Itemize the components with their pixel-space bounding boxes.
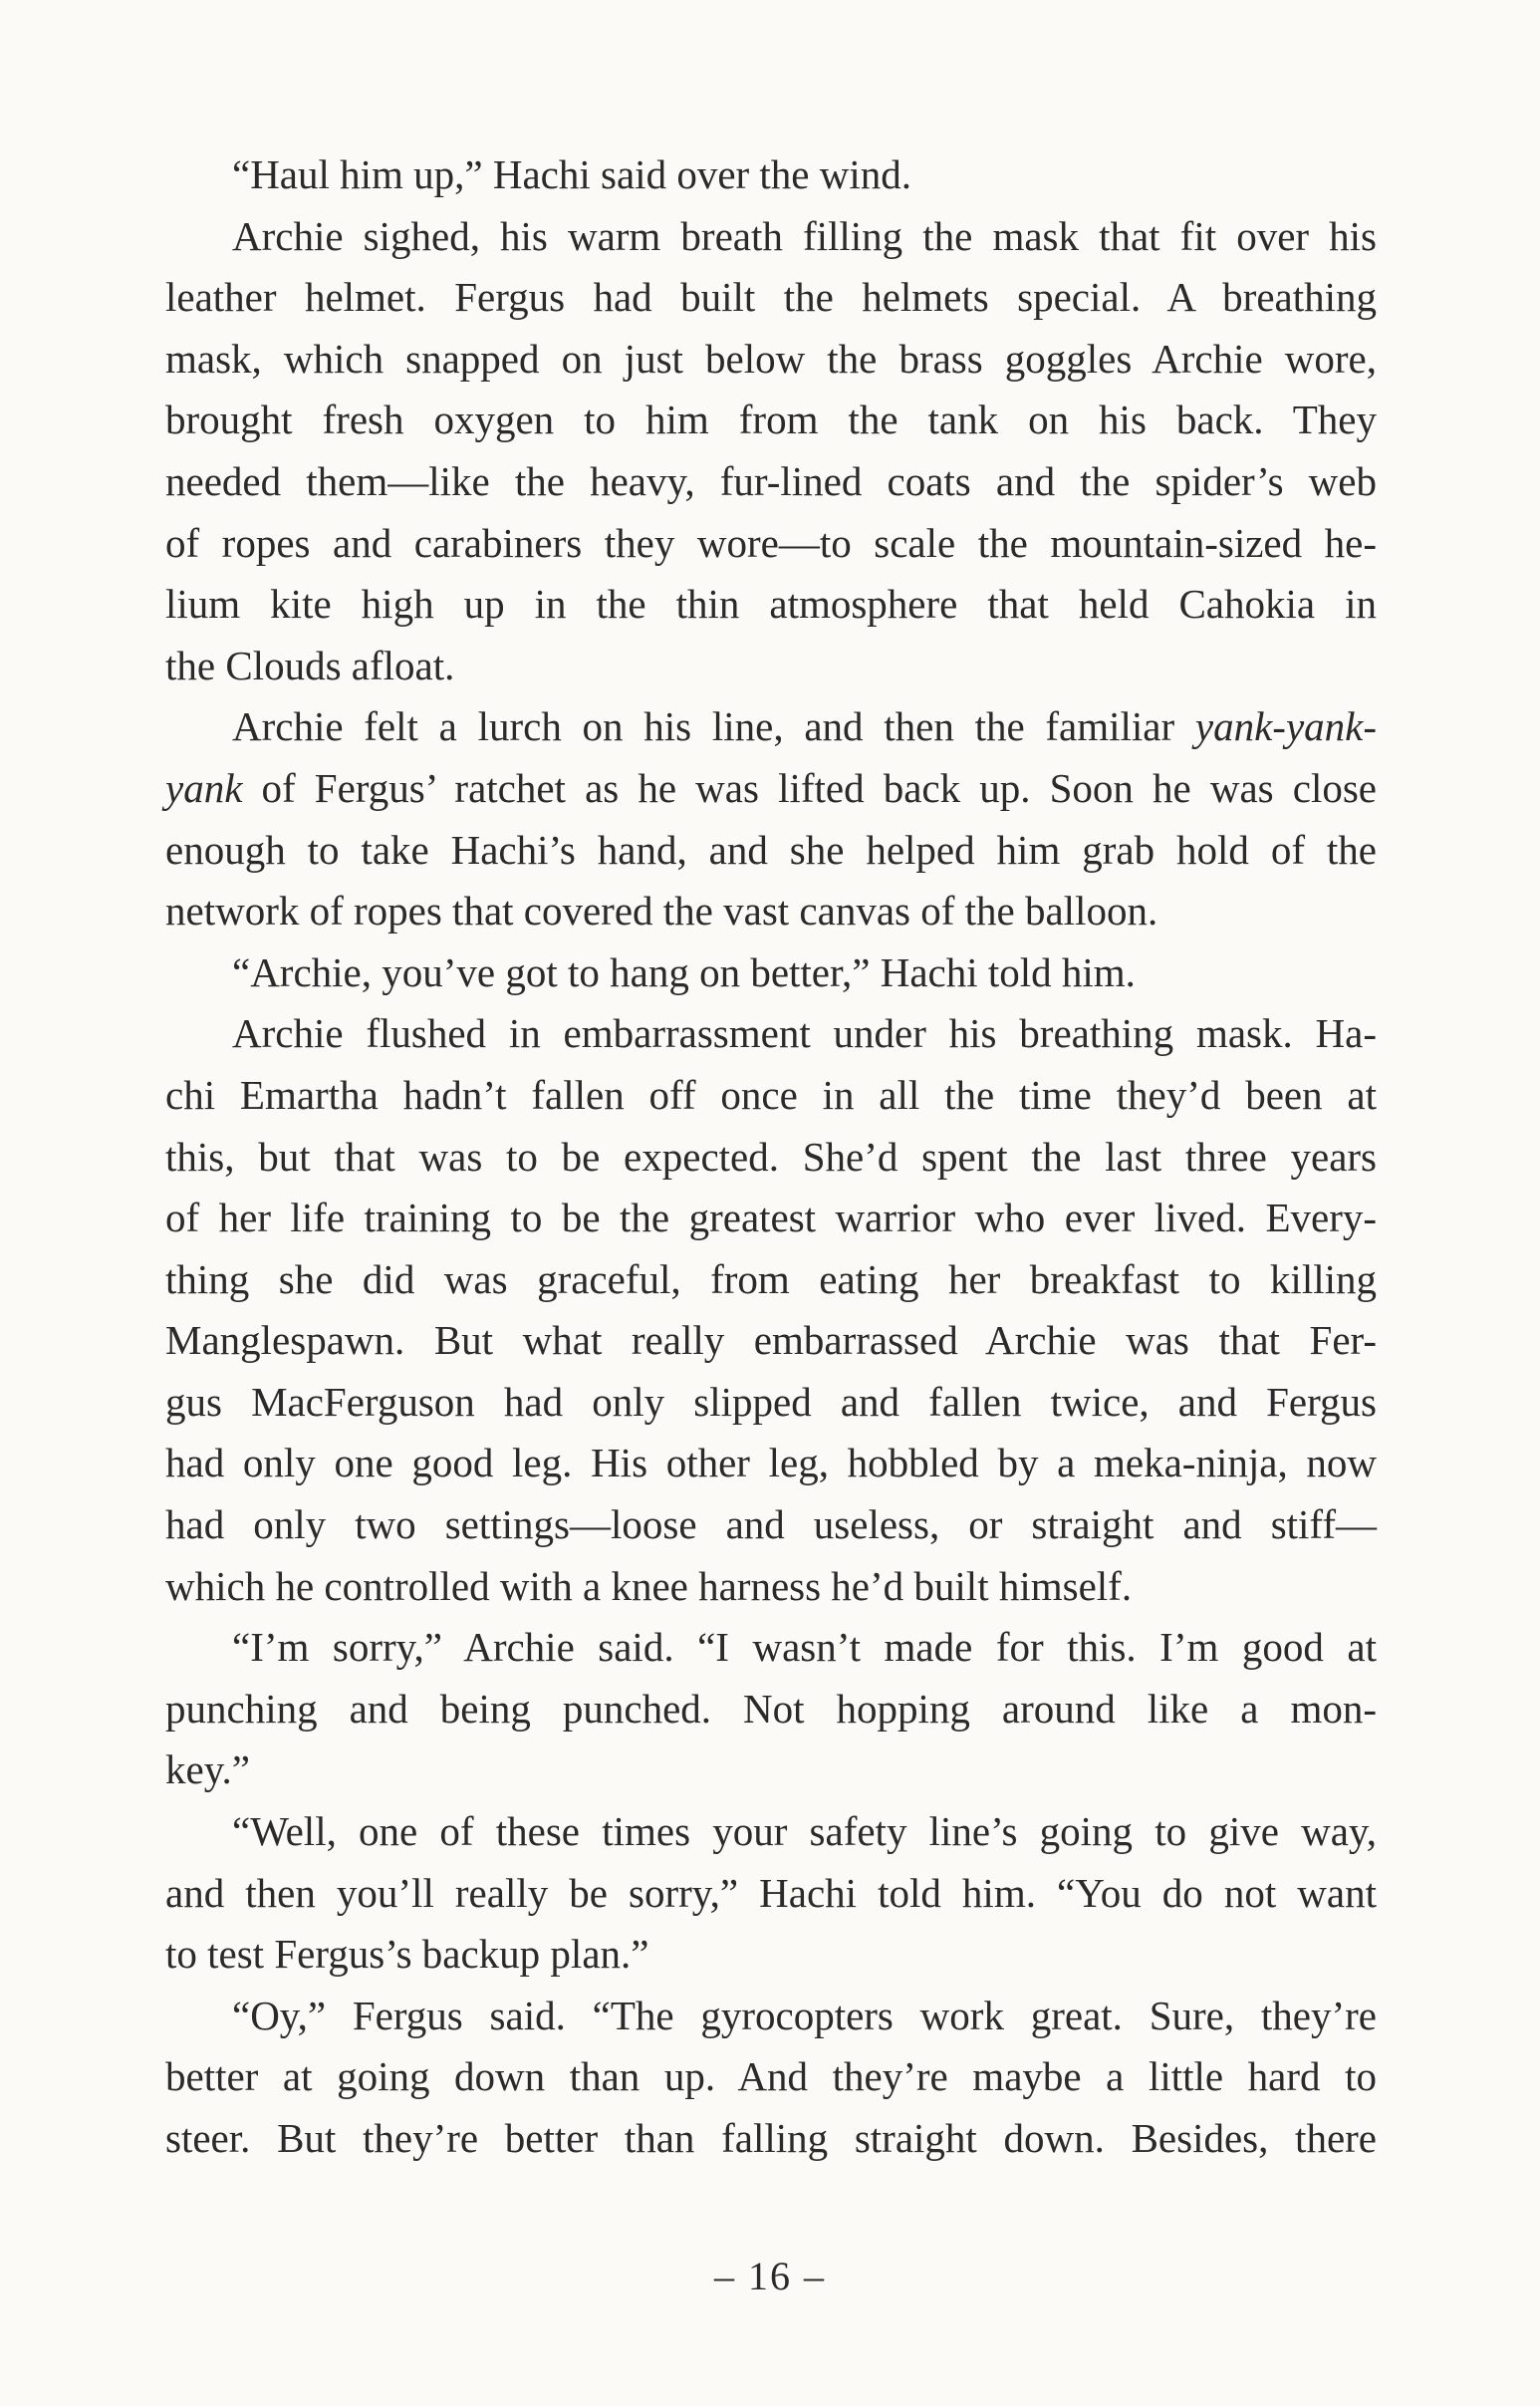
- text-line: lium kite high up in the thin atmosphere that held Cahokia in: [165, 581, 1377, 628]
- text-line: brought fresh oxygen to him from the tank on his back. They: [165, 397, 1377, 443]
- text-line: better at going down than up. And they’re maybe a little hard to: [165, 2053, 1377, 2100]
- text-line: and then you’ll really be sorry,” Hachi told him. “You do not want: [165, 1869, 1377, 1916]
- text-line: to test Fergus’s backup plan.”: [165, 1931, 649, 1978]
- italic-text: yank: [165, 764, 243, 811]
- text-line: “Well, one of these times your safety line’s going to give way,: [232, 1808, 1377, 1855]
- text-line: gus MacFerguson had only slipped and fallen twice, and Fergus: [165, 1378, 1377, 1425]
- text-line: mask, which snapped on just below the brass goggles Archie wore,: [165, 335, 1377, 382]
- text-line: “I’m sorry,” Archie said. “I wasn’t made for this. I’m good at: [232, 1624, 1377, 1671]
- text-line: thing she did was graceful, from eating her breakfast to killing: [165, 1255, 1377, 1302]
- text-line: leather helmet. Fergus had built the helmets special. A breathing: [165, 274, 1377, 321]
- text-line: which he controlled with a knee harness he’d built himself.: [165, 1562, 1133, 1609]
- text-line: steer. But they’re better than falling straight down. Besides, there: [165, 2115, 1377, 2161]
- text-line: “Haul him up,” Hachi said over the wind.: [232, 151, 912, 197]
- text-line: of her life training to be the greatest warrior who ever lived. Every-: [165, 1195, 1377, 1241]
- text-line: had only two settings—loose and useless, or straight and stiff—: [165, 1501, 1377, 1548]
- text-line: chi Emartha hadn’t fallen off once in all the time they’d been at: [165, 1071, 1377, 1118]
- text-line: [165, 758, 1377, 820]
- text-line: punching and being punched. Not hopping around like a mon-: [165, 1685, 1377, 1732]
- text-line: had only one good leg. His other leg, hobbled by a meka-ninja, now: [165, 1440, 1377, 1486]
- body-text: [165, 144, 1377, 2170]
- text-line: “Oy,” Fergus said. “The gyrocopters work great. Sure, they’re: [232, 1992, 1377, 2038]
- text-line: Archie flushed in embarrassment under his breathing mask. Ha-: [232, 1010, 1377, 1057]
- text-run: of Fergus’ ratchet as he was lifted back up. Soon he was close: [242, 764, 1377, 811]
- text-line: this, but that was to be expected. She’d spent the last three years: [165, 1133, 1377, 1180]
- text-line: network of ropes that covered the vast canvas of the balloon.: [165, 888, 1158, 935]
- page-number: – 16 –: [714, 2254, 826, 2298]
- text-line: key.”: [165, 1746, 250, 1793]
- italic-text: yank-yank-: [1194, 703, 1377, 750]
- text-line: Archie sighed, his warm breath filling the mask that fit over his: [232, 212, 1377, 259]
- text-line: Manglespawn. But what really embarrassed Archie was that Fer-: [165, 1317, 1377, 1364]
- text-line: needed them—like the heavy, fur-lined coats and the spider’s web: [165, 457, 1377, 504]
- text-line: “Archie, you’ve got to hang on better,” Hachi told him.: [232, 948, 1136, 995]
- text-line: the Clouds afloat.: [165, 642, 455, 688]
- text-line: of ropes and carabiners they wore—to scale the mountain-sized he-: [165, 519, 1377, 566]
- text-line: [165, 696, 1377, 758]
- text-run: Archie felt a lurch on his line, and then the familiar: [232, 703, 1195, 750]
- text-line: enough to take Hachi’s hand, and she helped him grab hold of the: [165, 826, 1377, 873]
